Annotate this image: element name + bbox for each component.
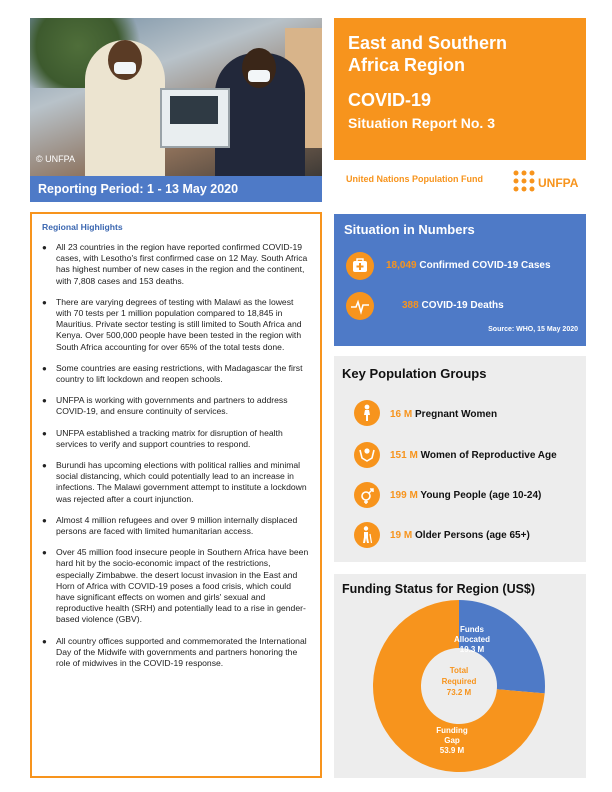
pregnant-woman-icon (354, 400, 380, 426)
population-group (390, 450, 557, 461)
highlights-title: Regional Highlights (42, 222, 123, 232)
cases-stat (386, 260, 551, 271)
group-number: 151 M (390, 450, 418, 461)
total-label-line2: Required (441, 677, 477, 686)
reporting-period: Reporting Period: 1 - 13 May 2020 (30, 176, 322, 202)
situation-in-numbers (334, 214, 586, 346)
deaths-number: 388 (402, 300, 419, 311)
situation-title: Situation in Numbers (344, 222, 475, 237)
allocated-label-line1: Funds (460, 625, 484, 634)
gap-label-line1: Funding (436, 726, 468, 735)
allocated-value: 19.3 M (459, 645, 485, 654)
total-value: 73.2 M (446, 688, 472, 697)
title-block (334, 18, 586, 160)
situation-source: Source: WHO, 15 May 2020 (488, 326, 578, 333)
report-number: Situation Report No. 3 (348, 115, 495, 131)
highlight-item: ● UNFPA established a tracking matrix for disruption of health services to verify and support countries to respond. (42, 428, 310, 450)
cover-photo (30, 18, 322, 176)
gap-value: 53.9 M (439, 746, 465, 755)
total-label-line1: Total (449, 666, 469, 675)
group-number: 199 M (390, 490, 418, 501)
highlights-list (42, 242, 310, 669)
highlight-item: ● All country offices supported and commemorated the International Day of the Midwife with governments and partners honoring the role of midwives in the COVID-19 response. (42, 636, 310, 670)
highlight-item: ● UNFPA is working with governments and partners to address COVID-19, and ensure continuity of services. (42, 395, 310, 417)
org-name: United Nations Population Fund (346, 174, 483, 184)
photo-credit: © UNFPA (36, 154, 75, 164)
population-group (390, 409, 497, 420)
population-group (390, 530, 530, 541)
allocated-label-line2: Allocated (453, 635, 491, 644)
group-label: Pregnant Women (412, 409, 498, 420)
highlight-item: ● There are varying degrees of testing with Malawi as the lowest with 70 tests per 1 million population compared to 18,845 in Mauritius. Private sector testing is still limited to South Africa and Kenya. Over 500,000 people have been tested in the region with South Africa accounting for over 65% of the total tests done. (42, 297, 310, 353)
highlight-item: ● All 23 countries in the region have reported confirmed COVID-19 cases, with Lesotho's first confirmed case on 12 May. South Africa has highest number of new cases in the region and the continent, with 7,808 cases and 153 deaths. (42, 242, 310, 287)
gap-label-line2: Gap (444, 736, 460, 745)
funding-status (334, 574, 586, 778)
highlight-item: ● Almost 4 million refugees and over 9 million internally displaced persons are faced with limited humanitarian access. (42, 515, 310, 537)
cases-label: Confirmed COVID-19 Cases (416, 260, 551, 271)
highlight-item: ● Over 45 million food insecure people in Southern Africa have been hard hit by the socio-economic impact of the restrictions, especially Zimbabwe. the desert locust invasion in the East and Horn of Africa with COVID-19 poses a food crisis, which could have significant effects on women and girls' sexual and reproductive health (SRH) and potentially lead to a rise in gender-based violence (GBV). (42, 547, 310, 625)
group-number: 19 M (390, 530, 413, 541)
deaths-label: COVID-19 Deaths (418, 300, 504, 311)
org-row (334, 163, 586, 201)
older-person-icon (354, 522, 380, 548)
population-group (390, 490, 541, 501)
heartbeat-icon (346, 292, 374, 320)
regional-highlights (30, 212, 322, 778)
key-population-title: Key Population Groups (342, 366, 487, 381)
region-title-line1: East and Southern (348, 33, 508, 53)
group-number: 16 M (390, 409, 413, 420)
highlight-item: ● Some countries are easing restrictions, with Madagascar the first country to lift lockdown and reopen schools. (42, 363, 310, 385)
unfpa-logo-icon (510, 167, 582, 197)
covid-title: COVID-19 (348, 90, 432, 110)
gender-symbol-icon (354, 482, 380, 508)
region-title-line2: Africa Region (348, 55, 466, 75)
medical-kit-icon (346, 252, 374, 280)
funding-donut-chart (334, 574, 586, 778)
group-label: Young People (age 10-24) (417, 490, 542, 501)
group-label: Women of Reproductive Age (417, 450, 557, 461)
funding-title: Funding Status for Region (US$) (342, 582, 536, 596)
highlight-item: ● Burundi has upcoming elections with political rallies and minimal social distancing, which could potentially lead to an increase in infections. The Malawi government attempt to institute a lockdown was rejected after a court injunction. (42, 460, 310, 505)
unfpa-logo-text: UNFPA (538, 176, 579, 190)
cases-number: 18,049 (386, 260, 417, 271)
women-hands-icon (354, 442, 380, 468)
key-population-groups (334, 356, 586, 562)
group-label: Older Persons (age 65+) (412, 530, 530, 541)
deaths-stat (402, 300, 504, 311)
